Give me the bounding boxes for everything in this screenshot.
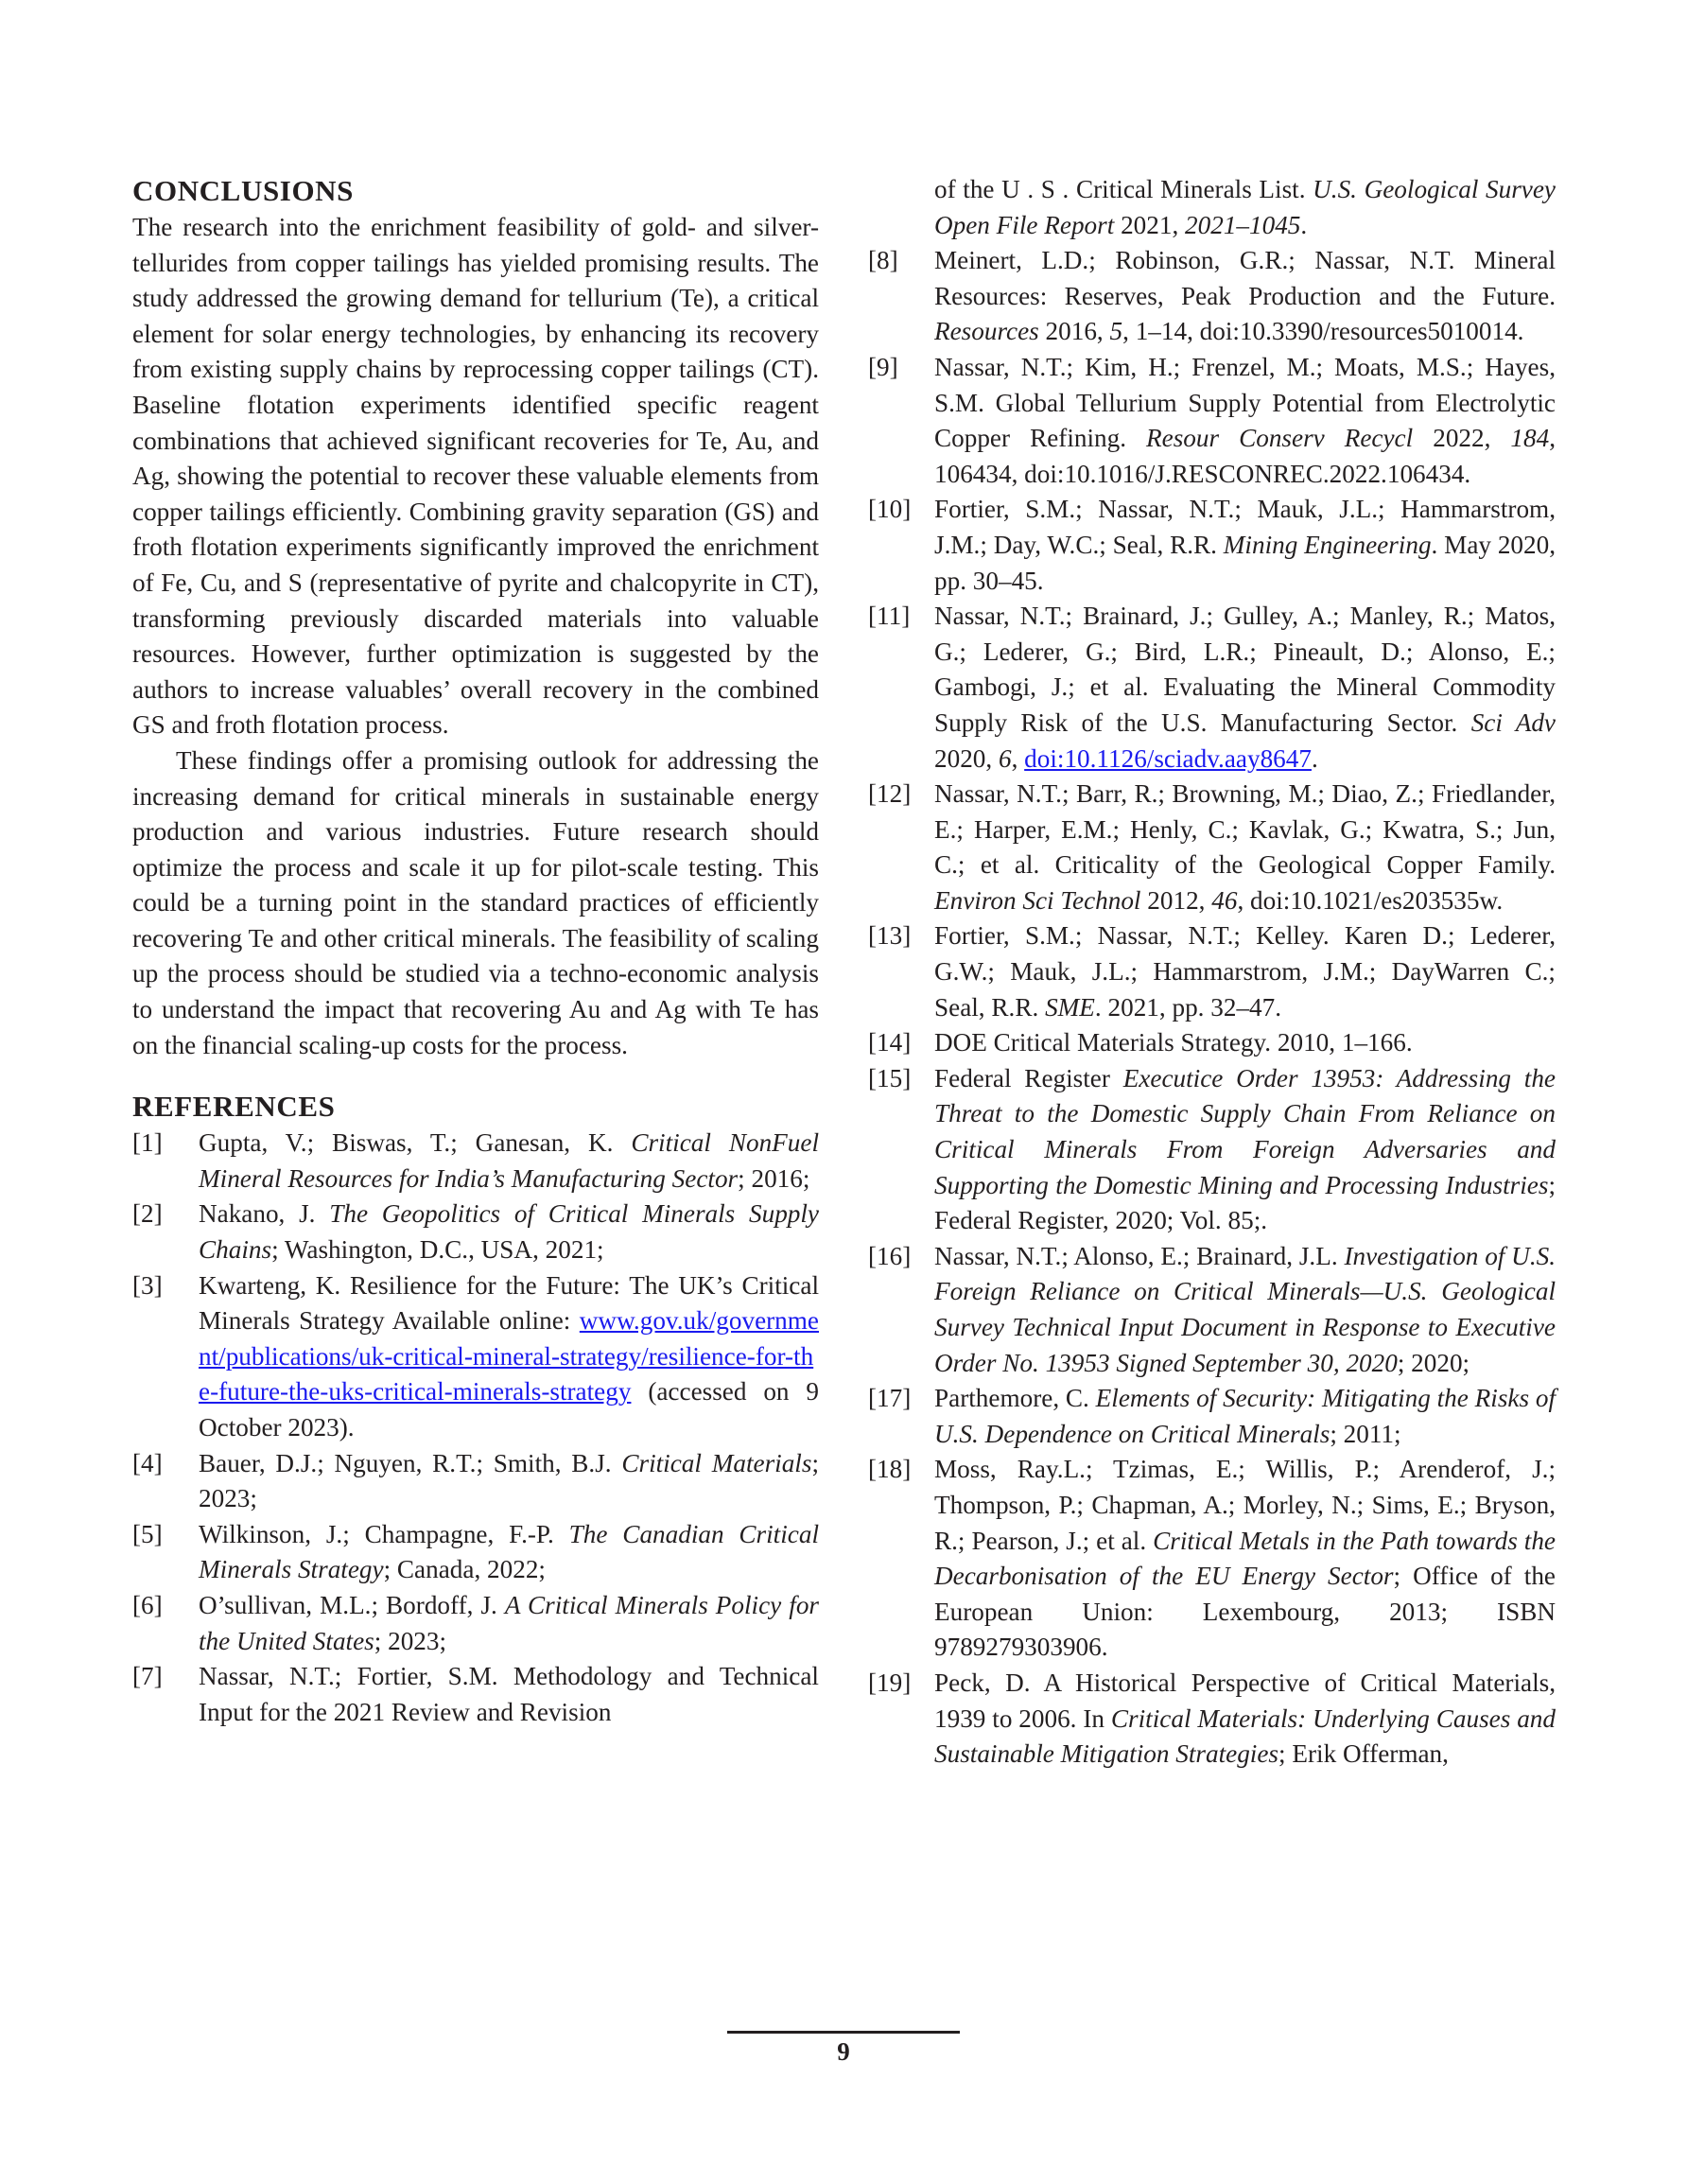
reference-authors: Nassar, N.T.; Alonso, E.; Brainard, J.L. (934, 1241, 1345, 1270)
reference-text-segment: ; 2016; (738, 1163, 810, 1193)
reference-text-segment: . May 2020, pp. 30–45. (934, 530, 1556, 595)
reference-text-segment: , 106434, doi:10.1016/J.RESCONREC.2022.106434. (934, 424, 1556, 488)
reference-number: [1] (132, 1128, 163, 1158)
reference-item (868, 777, 1556, 918)
reference-number: [10] (868, 495, 912, 524)
reference-number: [8] (868, 246, 898, 275)
reference-text-segment: 2022, (1413, 424, 1511, 453)
reference-title-italic: The Geopolitics of Critical Minerals Supply Chains (199, 1199, 820, 1265)
reference-text-segment: ; 2020; (1397, 1348, 1470, 1377)
reference-number: [4] (132, 1448, 163, 1477)
reference-text-segment: , doi:10.1021/es203535w. (1237, 885, 1504, 915)
reference-text-segment: . (1300, 210, 1308, 239)
reference-number: [19] (868, 1668, 912, 1697)
page-number: 9 (837, 2037, 850, 2066)
reference-text (934, 1025, 1556, 1061)
reference-authors: Nassar, N.T.; Brainard, J.; Gulley, A.; Manley, R.; Matos, G.; Lederer, G.; Bird, L.R.; Pineault, D.; Alonso, E.; Gambogi, J.; et al. Evaluating the Mineral Commodity Supply Risk of the U.S. Manufacturing Sector. (934, 602, 1556, 737)
reference-authors: Moss, Ray.L.; Tzimas, E.; Willis, P.; Arenderof, J.; Thompson, P.; Chapman, A.; Morley, N.; Sims, E.; Bryson, R.; Pearson, J.; et al. (934, 1455, 1556, 1555)
reference-number: [16] (868, 1241, 912, 1270)
reference-text (934, 1061, 1556, 1239)
reference-item (868, 1061, 1556, 1239)
reference-text-segment: ; Erik Offerman, (1278, 1739, 1449, 1769)
reference-text (934, 350, 1556, 492)
reference-authors: Nassar, N.T.; Kim, H.; Frenzel, M.; Moats, M.S.; Hayes, S.M. Global Tellurium Supply Potential from Electrolytic Copper Refining. (934, 352, 1556, 453)
reference-text (934, 1452, 1556, 1666)
reference-item (868, 918, 1556, 1025)
reference-link[interactable]: www.gov.uk/government/publications/uk-critical-mineral-strategy/resilience-for-the-future-the-uks-critical-minerals-strategy (199, 1306, 819, 1406)
reference-title-italic: Critical NonFuel Mineral Resources for India’s Manufacturing Sector (199, 1128, 819, 1193)
reference-text-segment: . 2021, pp. 32–47. (1094, 992, 1282, 1022)
footer-rule (727, 2031, 960, 2034)
reference-item (132, 1517, 819, 1588)
reference-text (199, 1588, 819, 1659)
reference-text (934, 492, 1556, 599)
reference-title-italic: Critical Materials (621, 1448, 812, 1477)
reference-text (934, 918, 1556, 1025)
reference-text-segment: ; Canada, 2022; (383, 1555, 546, 1584)
reference-text (934, 777, 1556, 918)
reference-authors: Nassar, N.T.; Fortier, S.M. Methodology and Technical Input for the 2021 Review and Revision (199, 1662, 819, 1726)
reference-title-italic: U.S. Geological Survey Open File Report (934, 175, 1556, 239)
reference-title-italic: Elements of Security: Mitigating the Risks of U.S. Dependence on Critical Minerals (934, 1384, 1556, 1448)
reference-item-continued (868, 172, 1556, 243)
reference-text-segment: , (1011, 743, 1025, 773)
reference-authors: Peck, D. A Historical Perspective of Critical Materials, 1939 to 2006. In (934, 1668, 1556, 1733)
reference-text-segment: . (1311, 743, 1318, 773)
reference-authors: O’sullivan, M.L.; Bordoff, J. (199, 1590, 505, 1619)
reference-title-italic: The Canadian Critical Minerals Strategy (199, 1519, 819, 1584)
reference-title-italic: Critical Materials: Underlying Causes and Sustainable Mitigation Strategies (934, 1704, 1556, 1769)
reference-text-segment: ; Office of the European Union: Lexembourg, 2013; ISBN 9789279303906. (934, 1562, 1556, 1662)
reference-text-segment: ; 2023; (199, 1448, 819, 1513)
reference-item (132, 1659, 819, 1730)
reference-text (934, 172, 1556, 243)
reference-number: [5] (132, 1519, 163, 1548)
reference-number: [18] (868, 1455, 912, 1484)
reference-authors: Kwarteng, K. Resilience for the Future: The UK’s Critical Minerals Strategy Available online: (199, 1270, 819, 1336)
reference-title-italic: Environ Sci Technol (934, 885, 1141, 915)
reference-text (199, 1268, 819, 1446)
reference-authors: Nakano, J. (199, 1199, 330, 1229)
reference-title-italic: Resour Conserv Recycl (1146, 424, 1414, 453)
reference-link[interactable]: doi:10.1126/sciadv.aay8647 (1024, 743, 1312, 773)
reference-volume-italic: 46 (1211, 885, 1238, 915)
conclusions-paragraph: The research into the enrichment feasibility of gold- and silver-tellurides from copper tailings has yielded promising results. The study addressed the growing demand for tellurium (Te), a critical element for solar energy technologies, by enhancing its recovery from existing supply chains by reprocessing copper tailings (CT). Baseline flotation experiments identified specific reagent combinations that achieved significant recoveries for Te, Au, and Ag, showing the potential to recover these valuable elements from copper tailings efficiently. Combining gravity separation (GS) and froth flotation experiments significantly improved the enrichment of Fe, Cu, and S (representative of pyrite and chalcopyrite in CT), transforming previously discarded materials into valuable resources. However, further optimization is suggested by the authors to increase valuables’ overall recovery in the combined GS and froth flotation process. (132, 213, 819, 740)
reference-number: [13] (868, 921, 912, 951)
reference-text-segment: , 1–14, doi:10.3390/resources5010014. (1122, 317, 1524, 346)
reference-text-segment: ; Federal Register, 2020; Vol. 85;. (934, 1170, 1556, 1235)
reference-item (132, 1588, 819, 1659)
reference-volume-italic: 184 (1510, 424, 1550, 453)
references-heading: REFERENCES (132, 1090, 336, 1124)
reference-item (868, 1452, 1556, 1666)
reference-number: [3] (132, 1270, 163, 1300)
reference-item (132, 1446, 819, 1517)
reference-text (199, 1659, 819, 1730)
reference-item (868, 1381, 1556, 1452)
conclusions-heading: CONCLUSIONS (132, 174, 354, 207)
reference-item (868, 492, 1556, 599)
reference-title-italic: Mining Engineering (1223, 530, 1432, 559)
reference-authors: of the U . S . Critical Minerals List. (934, 175, 1313, 203)
reference-title-italic: Resources (934, 317, 1039, 346)
reference-title-italic: Critical Metals in the Path towards the Decarbonisation of the EU Energy Sector (934, 1526, 1556, 1591)
reference-text (934, 1381, 1556, 1452)
reference-item (868, 243, 1556, 350)
reference-title-italic: Investigation of U.S. Foreign Reliance on Critical Minerals—U.S. Geological Survey Technical Input Document in Response to Executive Order No. 13953 Signed September 30, 2020 (934, 1241, 1557, 1377)
reference-number: [17] (868, 1384, 912, 1413)
reference-text (934, 243, 1556, 350)
reference-text (199, 1197, 819, 1267)
reference-text (199, 1126, 819, 1197)
reference-item (132, 1126, 819, 1197)
reference-title-italic: Sci Adv (1470, 708, 1556, 737)
reference-title-italic: A Critical Minerals Policy for the United States (199, 1590, 819, 1655)
reference-item (868, 1025, 1556, 1061)
reference-number: [12] (868, 779, 912, 809)
reference-number: [9] (868, 352, 898, 381)
reference-item (132, 1197, 819, 1267)
reference-text (934, 1239, 1556, 1381)
reference-authors: Fortier, S.M.; Nassar, N.T.; Mauk, J.L.; Hammarstrom, J.M.; Day, W.C.; Seal, R.R. (934, 495, 1556, 559)
reference-title-italic: SME (1045, 992, 1095, 1022)
reference-text-segment: ; Washington, D.C., USA, 2021; (271, 1235, 604, 1265)
reference-title-italic: Executice Order 13953: Addressing the Threat to the Domestic Supply Chain From Reliance on Critical Minerals From Foreign Adversaries and Supporting the Domestic Mining and Processing Industries (934, 1063, 1556, 1199)
reference-authors: Parthemore, C. (934, 1384, 1096, 1413)
reference-volume-italic: 2021–1045 (1185, 210, 1301, 239)
reference-text (934, 1666, 1556, 1773)
reference-number: [11] (868, 602, 911, 631)
reference-item (868, 1666, 1556, 1773)
reference-text-segment: ; 2023; (374, 1626, 447, 1655)
reference-text-segment: 2016, (1038, 317, 1110, 346)
reference-number: [2] (132, 1199, 163, 1229)
reference-authors: Federal Register (934, 1063, 1123, 1092)
reference-text (934, 599, 1556, 777)
reference-number (868, 172, 934, 243)
reference-authors: Bauer, D.J.; Nguyen, R.T.; Smith, B.J. (199, 1448, 622, 1477)
reference-authors: Wilkinson, J.; Champagne, F.-P. (199, 1519, 569, 1548)
reference-authors: DOE Critical Materials Strategy. 2010, 1–166. (934, 1028, 1413, 1057)
reference-item (132, 1268, 819, 1446)
reference-authors: Fortier, S.M.; Nassar, N.T.; Kelley. Karen D.; Lederer, G.W.; Mauk, J.L.; Hammarstrom, J.M.; DayWarren C.; Seal, R.R. (934, 921, 1556, 1022)
reference-text-segment: 2021, (1114, 210, 1186, 239)
left-column (132, 172, 819, 1730)
reference-text-segment: ; 2011; (1330, 1419, 1401, 1448)
reference-text-segment: (accessed on 9 October 2023). (199, 1377, 819, 1441)
reference-item (868, 599, 1556, 777)
reference-text (199, 1446, 819, 1517)
reference-text-segment: 2012, (1140, 885, 1212, 915)
reference-authors: Nassar, N.T.; Barr, R.; Browning, M.; Diao, Z.; Friedlander, E.; Harper, E.M.; Henly, C.; Kavlak, G.; Kwatra, S.; Jun, C.; et al. Criticality of the Geological Copper Family. (934, 779, 1556, 880)
reference-item (868, 1239, 1556, 1381)
reference-authors: Meinert, L.D.; Robinson, G.R.; Nassar, N.T. Mineral Resources: Reserves, Peak Production and the Future. (934, 246, 1556, 310)
reference-volume-italic: 5 (1109, 317, 1123, 346)
reference-text-segment: 2020, (934, 743, 999, 773)
reference-text (199, 1517, 819, 1588)
reference-number: [6] (132, 1590, 163, 1619)
reference-volume-italic: 6 (998, 743, 1012, 773)
reference-number: [14] (868, 1028, 912, 1057)
reference-list-left (132, 1126, 819, 1730)
conclusions-paragraph: These findings offer a promising outlook for addressing the increasing demand for critical minerals in sustainable energy production and various industries. Future research should optimize the process and scale it up for pilot-scale testing. This could be a turning point in the standard practices of efficiently recovering Te and other critical minerals. The feasibility of scaling up the process should be studied via a techno-economic analysis to understand the impact that recovering Au and Ag with Te has on the financial scaling-up costs for the process. (132, 745, 819, 1059)
right-column (868, 172, 1556, 1773)
reference-authors: Gupta, V.; Biswas, T.; Ganesan, K. (199, 1128, 632, 1158)
reference-item (868, 350, 1556, 492)
reference-list-right (868, 172, 1556, 1773)
reference-number: [7] (132, 1662, 163, 1691)
reference-number: [15] (868, 1063, 912, 1092)
